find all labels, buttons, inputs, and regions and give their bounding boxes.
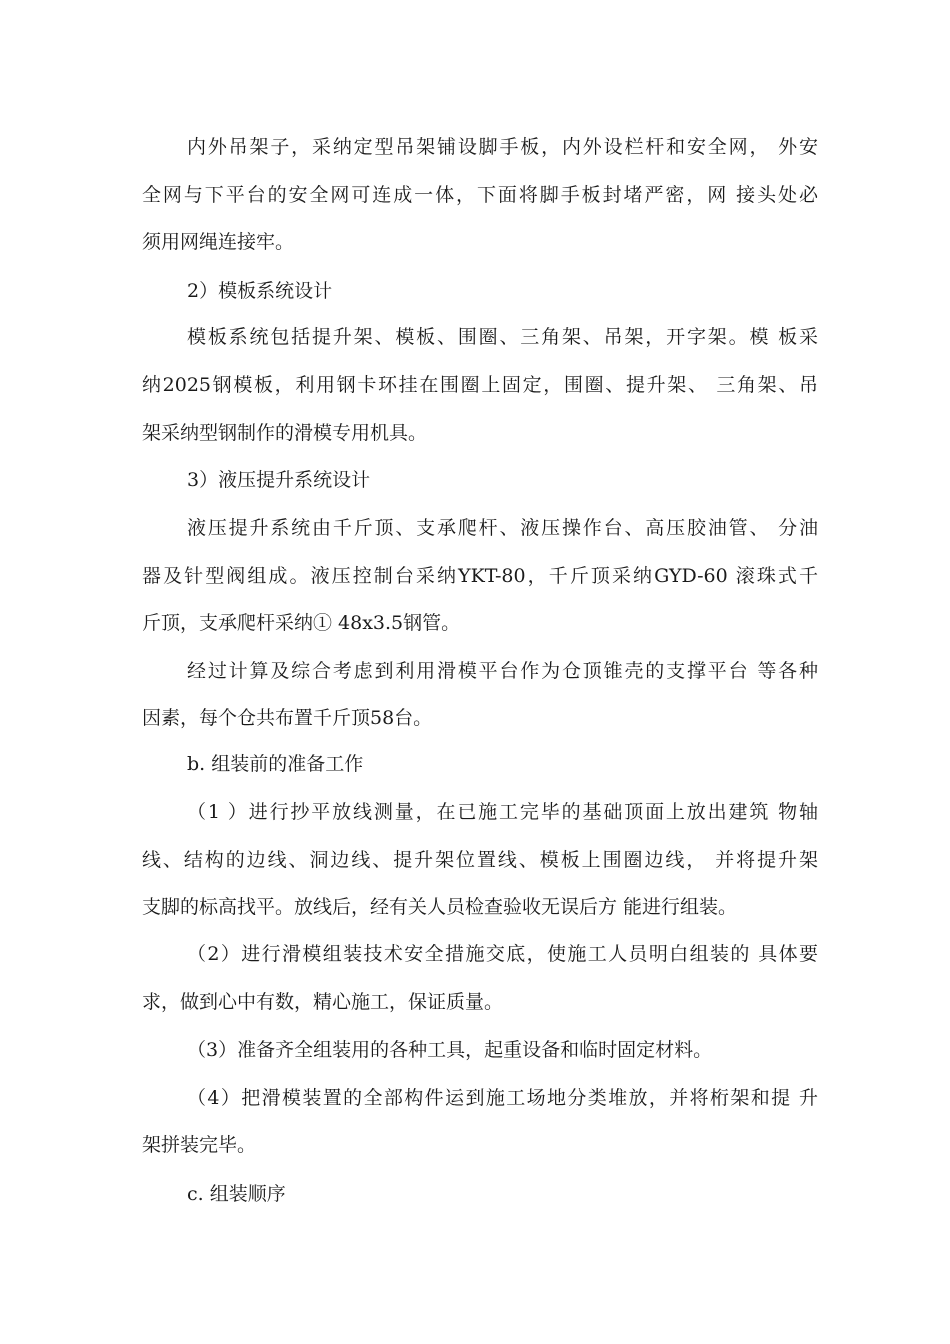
text-line: 架采纳型钢制作的滑模专用机具。 <box>142 422 428 444</box>
text-line: 模板系统包括提升架、模板、围圈、三角架、吊架，开字架。模 板采 <box>187 326 818 348</box>
text-line: 支脚的标高找平。放线后，经有关人员检查验收无误后方 能进行组装。 <box>142 896 738 918</box>
text-line: （2）进行滑模组装技术安全措施交底，使施工人员明白组装的 具体要 <box>187 943 818 965</box>
text-line: 内外吊架子，采纳定型吊架铺设脚手板，内外设栏杆和安全网， 外安 <box>187 136 818 158</box>
text-line: 因素，每个仓共布置千斤顶58台。 <box>142 707 433 729</box>
text-line: 全网与下平台的安全网可连成一体，下面将脚手板封堵严密，网 接头处必 <box>142 184 818 206</box>
text-line: 须用网绳连接牢。 <box>142 231 295 253</box>
text-line: （1 ）进行抄平放线测量，在已施工完毕的基础顶面上放出建筑 物轴 <box>187 801 818 823</box>
text-line: 斤顶，支承爬杆采纳① 48x3.5钢管。 <box>142 612 461 634</box>
text-line: 纳2025钢模板，利用钢卡环挂在围圈上固定，围圈、提升架、 三角架、吊 <box>142 374 818 396</box>
text-line: 液压提升系统由千斤顶、支承爬杆、液压操作台、高压胶油管、 分油 <box>187 517 818 539</box>
text-line: 经过计算及综合考虑到利用滑模平台作为仓顶锥壳的支撑平台 等各种 <box>187 660 818 682</box>
text-line: （3）准备齐全组装用的各种工具，起重设备和临时固定材料。 <box>187 1039 713 1061</box>
text-line: 求，做到心中有数，精心施工，保证质量。 <box>142 991 504 1013</box>
section-heading: 3）液压提升系统设计 <box>187 469 371 491</box>
section-heading: b. 组装前的准备工作 <box>187 753 364 775</box>
text-line: （4）把滑模装置的全部构件运到施工场地分类堆放，并将桁架和提 升 <box>187 1087 818 1109</box>
text-line: 器及针型阀组成。液压控制台采纳YKT-80，千斤顶采纳GYD-60 滚珠式千 <box>142 565 818 587</box>
section-heading: 2）模板系统设计 <box>187 280 333 302</box>
section-heading: c. 组装顺序 <box>187 1183 286 1205</box>
text-line: 线、结构的边线、洞边线、提升架位置线、模板上围圈边线， 并将提升架 <box>142 849 818 871</box>
text-line: 架拼装完毕。 <box>142 1134 257 1156</box>
